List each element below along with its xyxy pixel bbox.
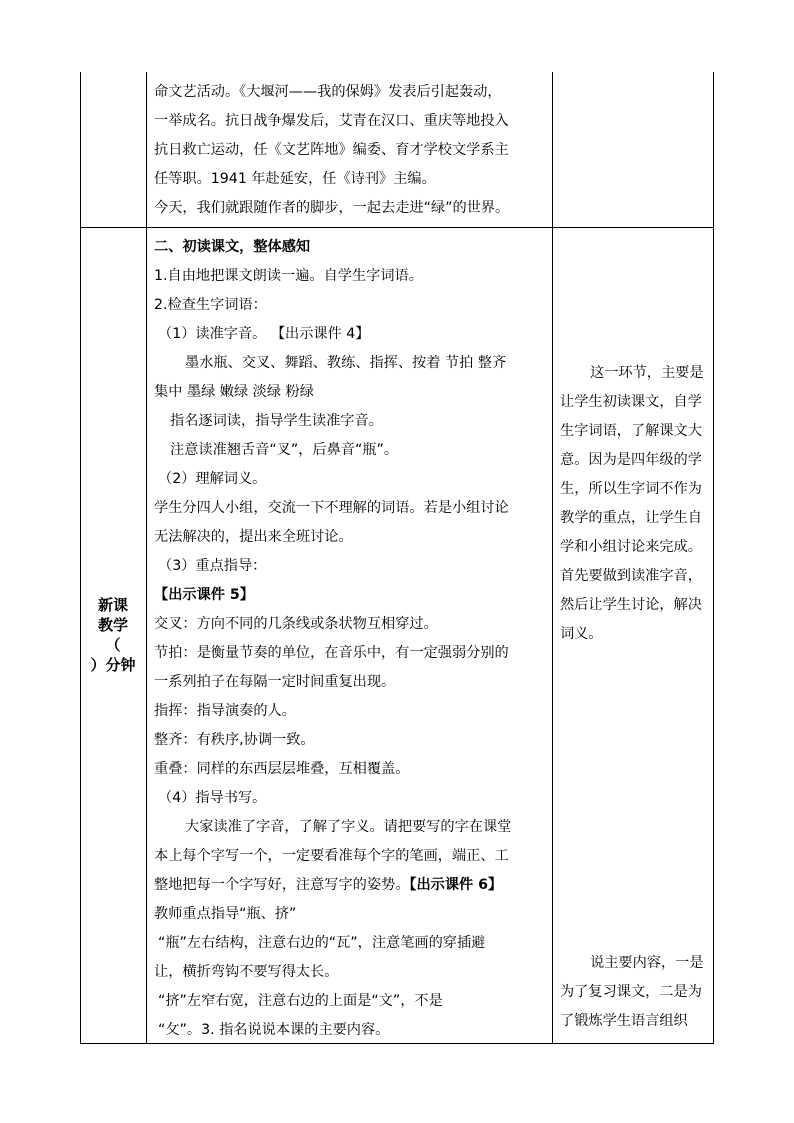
intro-line: 一举成名。抗日战争爆发后，艾青在汉口、重庆等地投入 [154, 113, 509, 129]
content-line: （3）重点指导： [158, 558, 267, 574]
content-line: “瓶”左右结构，注意右边的“瓦”，注意笔画的穿插避 [158, 935, 486, 951]
note-line: 了锻炼学生语言组织 [560, 1013, 688, 1029]
note-line: 说主要内容，一是 [590, 955, 704, 971]
content-line: 重叠：同样的东西层层堆叠，互相覆盖。 [154, 761, 410, 777]
content-line: 墨水瓶、交叉、舞蹈、教练、指挥、按着 节拍 整齐 [185, 355, 507, 371]
content-line: 无法解决的，提出来全班讨论。 [154, 529, 353, 545]
table-border-left [80, 72, 81, 1044]
table-border-bottom [80, 1043, 714, 1044]
content-line: 交叉：方向不同的几条线或条状物互相穿过。 [154, 616, 438, 632]
content-line: 让，横折弯钩不要写得太长。 [154, 964, 339, 980]
content-line: 【出示课件 5】 [154, 587, 254, 603]
content-line: 学生分四人小组，交流一下不理解的词语。若是小组讨论 [154, 500, 509, 516]
section-label-line: ）分钟 [90, 656, 136, 674]
intro-line: 今天，我们就跟随作者的脚步，一起去走进“绿”的世界。 [154, 200, 510, 216]
section-heading: 二、初读课文，整体感知 [154, 239, 311, 255]
note-line: 让学生初读课文，自学 [560, 394, 702, 410]
content-line: 指挥：指导演奏的人。 [154, 703, 296, 719]
content-line: 1.自由地把课文朗读一遍。自学生字词语。 [154, 268, 423, 284]
note-line: 这一环节，主要是 [590, 365, 704, 381]
content-line: 2.检查生字词语： [154, 297, 267, 313]
note-line: 学和小组讨论来完成。 [560, 539, 702, 555]
column-divider-1 [146, 72, 147, 1044]
section-label-line: 新课 [97, 596, 128, 614]
content-line: 注意读准翘舌音“叉”，后鼻音“瓶”。 [170, 442, 399, 458]
column-divider-2 [552, 72, 553, 1044]
table-border-right [713, 72, 714, 1044]
note-line: 生字词语，了解课文大 [560, 423, 702, 439]
content-line: 本上每个字写一个，一定要看准每个字的笔画，端正、工 [154, 848, 509, 864]
content-line: 教师重点指导“瓶、挤” [154, 906, 297, 922]
section-label-line: （ [105, 636, 121, 654]
content-line: 一系列拍子在每隔一定时间重复出现。 [154, 674, 396, 690]
intro-line: 抗日救亡运动，任《文艺阵地》编委、育才学校文学系主 [154, 142, 509, 158]
note-line: 教学的重点，让学生自 [560, 510, 702, 526]
content-line: 大家读准了字音，了解了字义。请把要写的字在课堂 [185, 819, 512, 835]
note-line: 然后让学生讨论，解决 [560, 597, 702, 613]
note-line: 生，所以生字词不作为 [560, 481, 702, 497]
section-label-line: 教学 [97, 616, 128, 634]
intro-line: 命文艺活动。《大堰河——我的保姆》发表后引起轰动， [154, 84, 502, 100]
note-line: 词义。 [560, 626, 603, 642]
content-line: （1）读准字音。 【出示课件 4】 [158, 326, 370, 342]
note-line: 意。因为是四年级的学 [560, 452, 702, 468]
content-line: 集中 墨绿 嫩绿 淡绿 粉绿 [154, 384, 314, 400]
content-line: 节拍：是衡量节奏的单位，在音乐中，有一定强弱分别的 [154, 645, 509, 661]
content-line: “挤”左窄右宽，注意右边的上面是“文”，不是 [158, 993, 443, 1009]
content-line: （2）理解词义。 [158, 471, 267, 487]
row-divider [80, 227, 714, 228]
content-line: 整地把每一个字写好，注意写字的姿势。【出示课件 6】 [154, 877, 503, 893]
content-line: 整齐：有秩序,协调一致。 [154, 732, 315, 748]
courseware-tag: 【出示课件 6】 [409, 877, 503, 893]
intro-line: 任等职。1941 年赴延安，任《诗刊》主编。 [154, 171, 436, 187]
content-line: “攵”。3. 指名说说本课的主要内容。 [158, 1022, 390, 1038]
content-line: （4）指导书写。 [158, 790, 267, 806]
note-line: 为了复习课文，二是为 [560, 984, 702, 1000]
note-line: 首先要做到读准字音， [560, 568, 702, 584]
content-line: 指名逐词读，指导学生读准字音。 [170, 413, 383, 429]
